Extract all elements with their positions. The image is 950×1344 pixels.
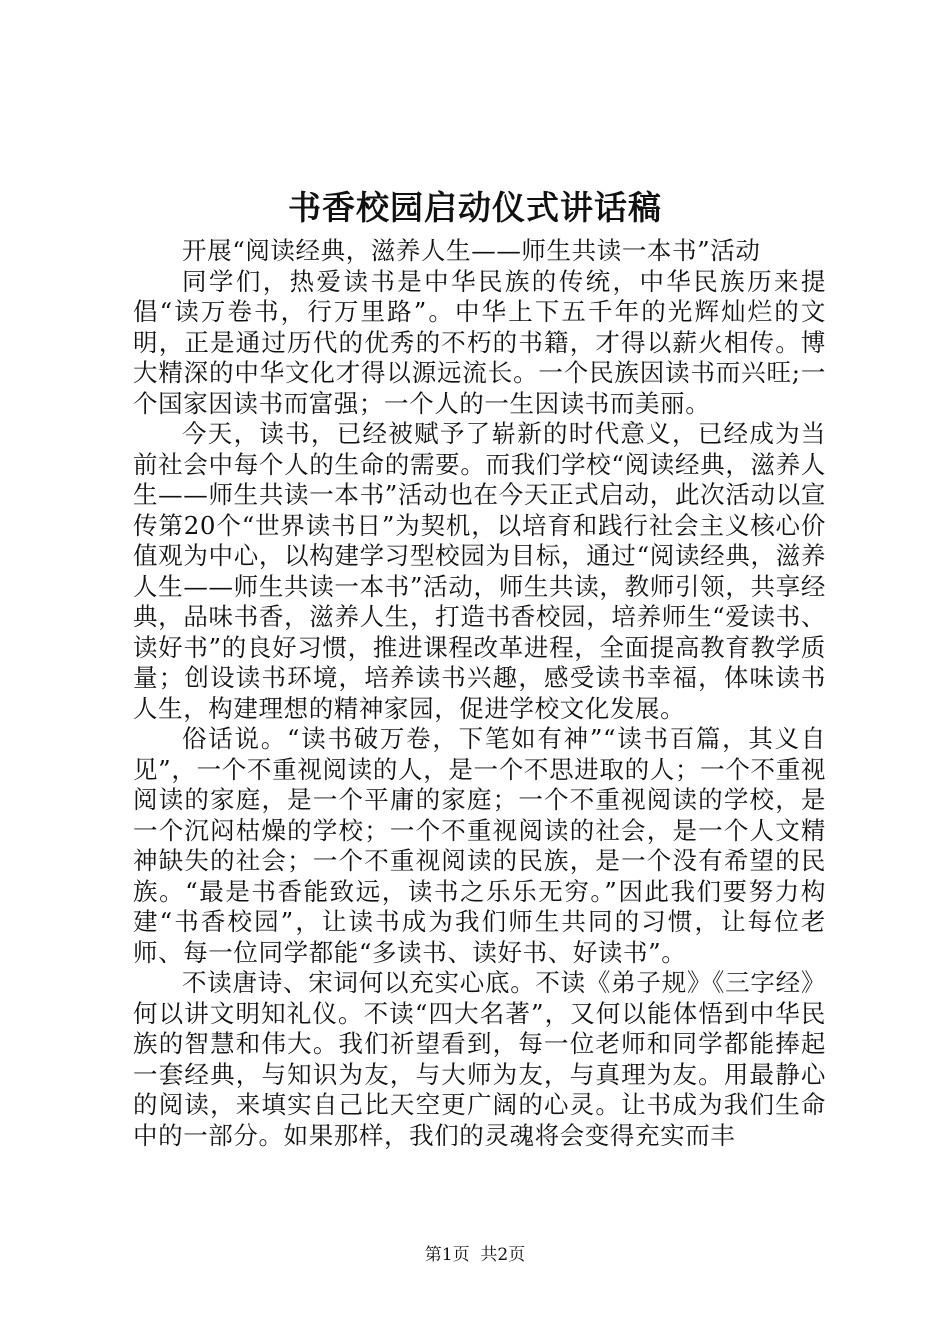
body-paragraph: 俗话说。“读书破万卷，下笔如有神”“读书百篇，其义自见”，一个不重视阅读的人，是一个不思进取的人；一个不重视阅读的家庭，是一个平庸的家庭；一个不重视阅读的学校，是一个沉闷枯燥的学校；一个不重视阅读的社会，是一个人文精神缺失的社会；一个不重视阅读的民族，是一个没有希望的民族。“最是书香能致远，读书之乐乐无穷。”因此我们要努力构建“书香校园”，让读书成为我们师生共同的习惯，让每位老师、每一位同学都能“多读书、读好书、好读书”。: [133, 724, 826, 967]
body-paragraph: 今天，读书，已经被赋予了崭新的时代意义，已经成为当前社会中每个人的生命的需要。而我们学校“阅读经典，滋养人生——师生共读一本书”活动也在今天正式启动，此次活动以宣传第20个“世界读书日”为契机，以培育和践行社会主义核心价值观为中心，以构建学习型校园为目标，通过“阅读经典，滋养人生——师生共读一本书”活动，师生共读，教师引领，共享经典，品味书香，滋养人生，打造书香校园，培养师生“爱读书、读好书”的良好习惯，推进课程改革进程，全面提高教育教学质量；创设读书环境，培养读书兴趣，感受读书幸福，体味读书人生，构建理想的精神家园，促进学校文化发展。: [133, 419, 826, 723]
page-footer: [0, 1244, 950, 1266]
subtitle-paragraph: 开展“阅读经典，滋养人生——师生共读一本书”活动: [182, 236, 761, 265]
document-title: 书香校园启动仪式讲话稿: [288, 188, 662, 227]
document-body: [133, 236, 826, 1151]
page-number: 第1页 共2页: [424, 1245, 526, 1265]
body-paragraph: 不读唐诗、宋词何以充实心底。不读《弟子规》《三字经》何以讲文明知礼仪。不读“四大名著”，又何以能体悟到中华民族的智慧和伟大。我们祈望看到，每一位老师和同学都能捧起一套经典，与知识为友，与大师为友，与真理为友。用最静心的阅读，来填实自己比天空更广阔的心灵。让书成为我们生命中的一部分。如果那样，我们的灵魂将会变得充实而丰: [133, 968, 826, 1150]
body-paragraph: 同学们，热爱读书是中华民族的传统，中华民族历来提倡“读万卷书，行万里路”。中华上下五千年的光辉灿烂的文明，正是通过历代的优秀的不朽的书籍，才得以薪火相传。博大精深的中华文化才得以源远流长。一个民族因读书而兴旺;一个国家因读书而富强；一个人的一生因读书而美丽。: [133, 266, 826, 418]
